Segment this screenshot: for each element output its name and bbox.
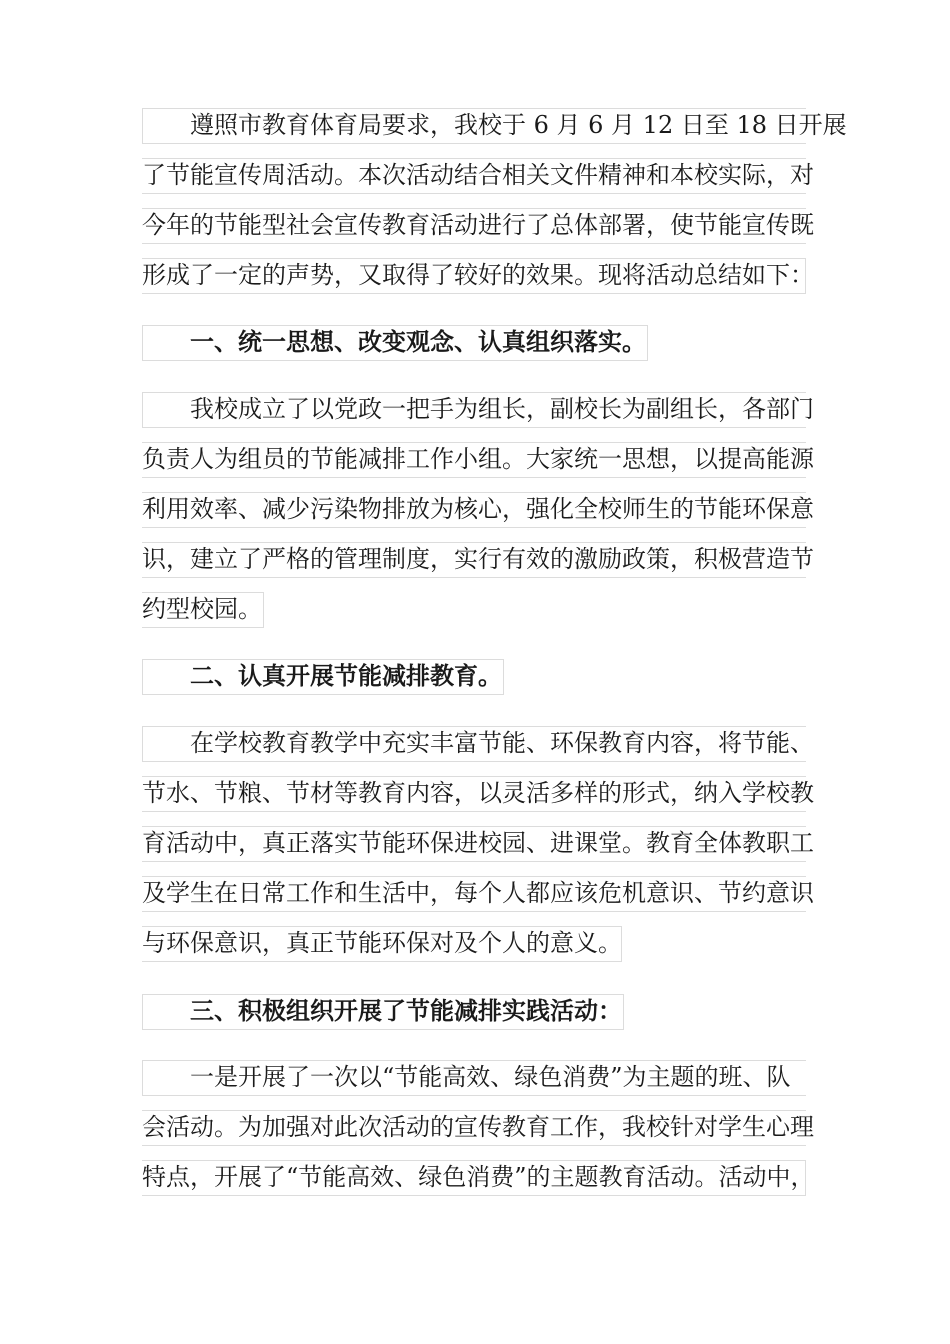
- text-line: 负责人为组员的节能减排工作小组。大家统一思想，以提高能源: [142, 442, 806, 492]
- heading-line: 二、认真开展节能减排教育。: [142, 659, 504, 709]
- heading-line: 三、积极组织开展了节能减排实践活动：: [142, 994, 624, 1044]
- text-line: 利用效率、减少污染物排放为核心，强化全校师生的节能环保意: [142, 492, 806, 542]
- text-line: 我校成立了以党政一把手为组长，副校长为副组长，各部门: [142, 392, 806, 442]
- section-heading-1: [142, 325, 648, 375]
- section-heading-3: [142, 994, 624, 1044]
- text-line: 节水、节粮、节材等教育内容，以灵活多样的形式，纳入学校教: [142, 776, 806, 826]
- text-line: 约型校园。: [142, 592, 264, 642]
- text-line: 遵照市教育体育局要求，我校于 6 月 6 月 12 日至 18 日开展: [142, 108, 806, 158]
- text-line: 及学生在日常工作和生活中，每个人都应该危机意识、节约意识: [142, 876, 806, 926]
- section-heading-2: [142, 659, 504, 709]
- text-line: 会活动。为加强对此次活动的宣传教育工作，我校针对学生心理: [142, 1110, 806, 1160]
- section-2-paragraph: [142, 726, 814, 976]
- text-line: 与环保意识，真正节能环保对及个人的意义。: [142, 926, 622, 976]
- text-line: 特点，开展了“节能高效、绿色消费”的主题教育活动。活动中，: [142, 1160, 806, 1210]
- text-line: 形成了一定的声势，又取得了较好的效果。现将活动总结如下：: [142, 258, 806, 308]
- heading-line: 一、统一思想、改变观念、认真组织落实。: [142, 325, 648, 375]
- text-line: 了节能宣传周活动。本次活动结合相关文件精神和本校实际，对: [142, 158, 806, 208]
- section-3-paragraph: [142, 1060, 815, 1210]
- text-line: 今年的节能型社会宣传教育活动进行了总体部署，使节能宣传既: [142, 208, 806, 258]
- text-line: 育活动中，真正落实节能环保进校园、进课堂。教育全体教职工: [142, 826, 806, 876]
- intro-paragraph: [142, 108, 847, 308]
- section-1-paragraph: [142, 392, 814, 642]
- text-line: 在学校教育教学中充实丰富节能、环保教育内容，将节能、: [142, 726, 806, 776]
- text-line: 识，建立了严格的管理制度，实行有效的激励政策，积极营造节: [142, 542, 806, 592]
- text-line: 一是开展了一次以“节能高效、绿色消费”为主题的班、队: [142, 1060, 806, 1110]
